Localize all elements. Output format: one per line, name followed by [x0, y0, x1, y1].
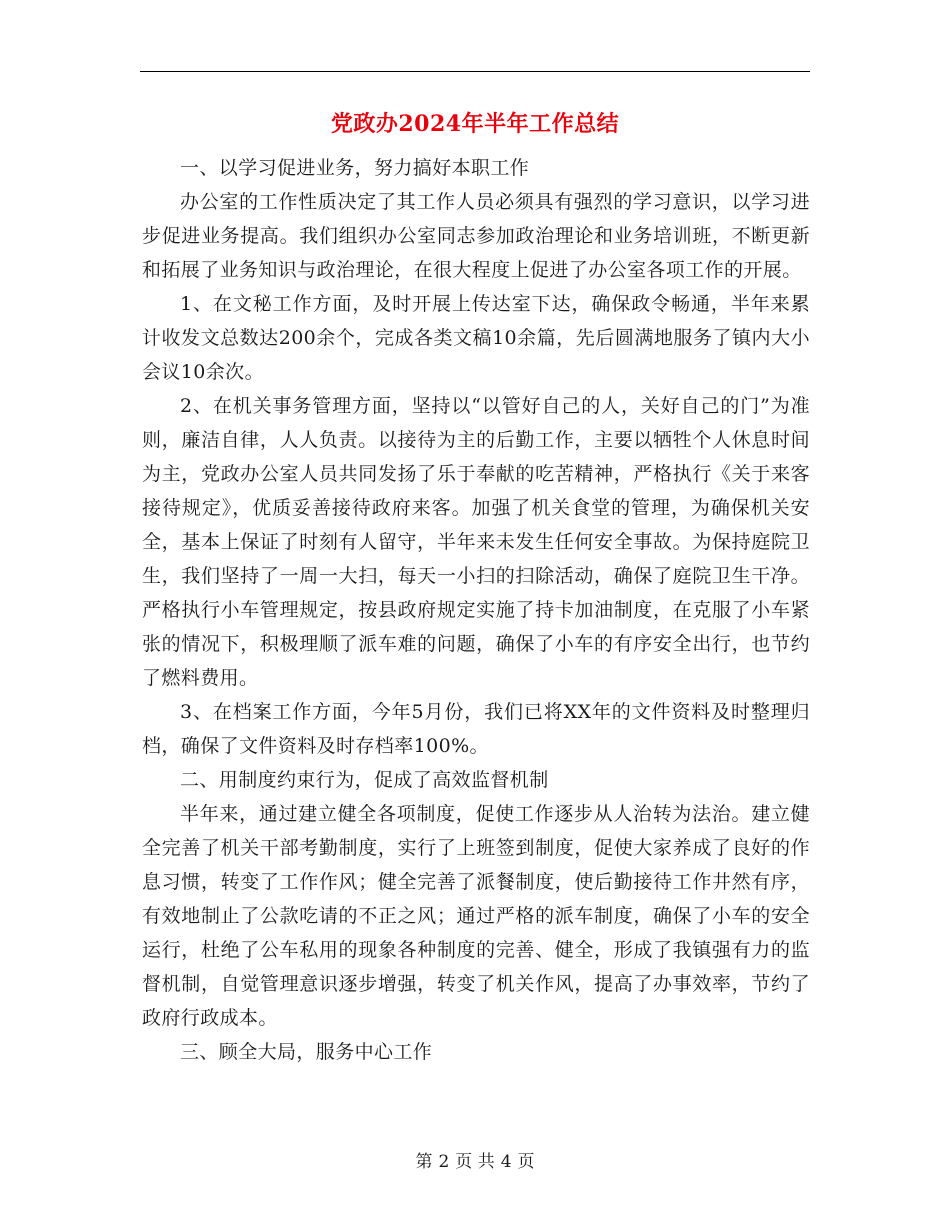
document-title: 党政办2024年半年工作总结	[330, 111, 620, 137]
page-footer	[0, 1150, 950, 1174]
section-heading-2: 二、用制度约束行为，促成了高效监督机制	[180, 769, 549, 791]
footer-middle: 页 共	[455, 1152, 495, 1172]
footer-suffix: 页	[517, 1152, 535, 1172]
document-body	[142, 151, 810, 1069]
footer-page-number: 2	[438, 1152, 450, 1172]
paragraph-system: 半年来，通过建立健全各项制度，促使工作逐步从人治转为法治。建立健全完善了机关干部考勤制度，实行了上班签到制度，促使大家养成了良好的作息习惯，转变了工作作风；健全完善了派餐制度，使后勤接待工作井然有序，有效地制止了公款吃请的不正之风；通过严格的派车制度，确保了小车的安全运行，杜绝了公车私用的现象各种制度的完善、健全，形成了我镇强有力的监督机制，自觉管理意识逐步增强，转变了机关作风，提高了办事效率，节约了政府行政成本。	[142, 803, 810, 1029]
section-heading-1: 一、以学习促进业务，努力搞好本职工作	[180, 157, 530, 179]
paragraph-study: 办公室的工作性质决定了其工作人员必须具有强烈的学习意识，以学习进步促进业务提高。我们组织办公室同志参加政治理论和业务培训班，不断更新和拓展了业务知识与政治理论，在很大程度上促进了办公室各项工作的开展。	[142, 191, 810, 281]
paragraph-secretarial: 1、在文秘工作方面，及时开展上传达室下达，确保政令畅通，半年来累计收发文总数达200余个，完成各类文稿10余篇，先后圆满地服务了镇内大小会议10余次。	[142, 293, 810, 383]
section-heading-3: 三、顾全大局，服务中心工作	[180, 1041, 433, 1063]
header-rule	[140, 71, 810, 72]
footer-prefix: 第	[415, 1152, 433, 1172]
paragraph-affairs: 2、在机关事务管理方面，坚持以“以管好自己的人，关好自己的门”为准则，廉洁自律，人人负责。以接待为主的后勤工作，主要以牺牲个人休息时间为主，党政办公室人员共同发扬了乐于奉献的吃苦精神，严格执行《关于来客接待规定》，优质妥善接待政府来客。加强了机关食堂的管理，为确保机关安全，基本上保证了时刻有人留守，半年来未发生任何安全事故。为保持庭院卫生，我们坚持了一周一大扫，每天一小扫的扫除活动，确保了庭院卫生干净。严格执行小车管理规定，按县政府规定实施了持卡加油制度，在克服了小车紧张的情况下，积极理顺了派车难的问题，确保了小车的有序安全出行，也节约了燃料费用。	[142, 395, 810, 689]
footer-page-total: 4	[500, 1152, 512, 1172]
paragraph-archives: 3、在档案工作方面，今年5月份，我们已将XX年的文件资料及时整理归档，确保了文件资料及时存档率100%。	[142, 701, 810, 757]
